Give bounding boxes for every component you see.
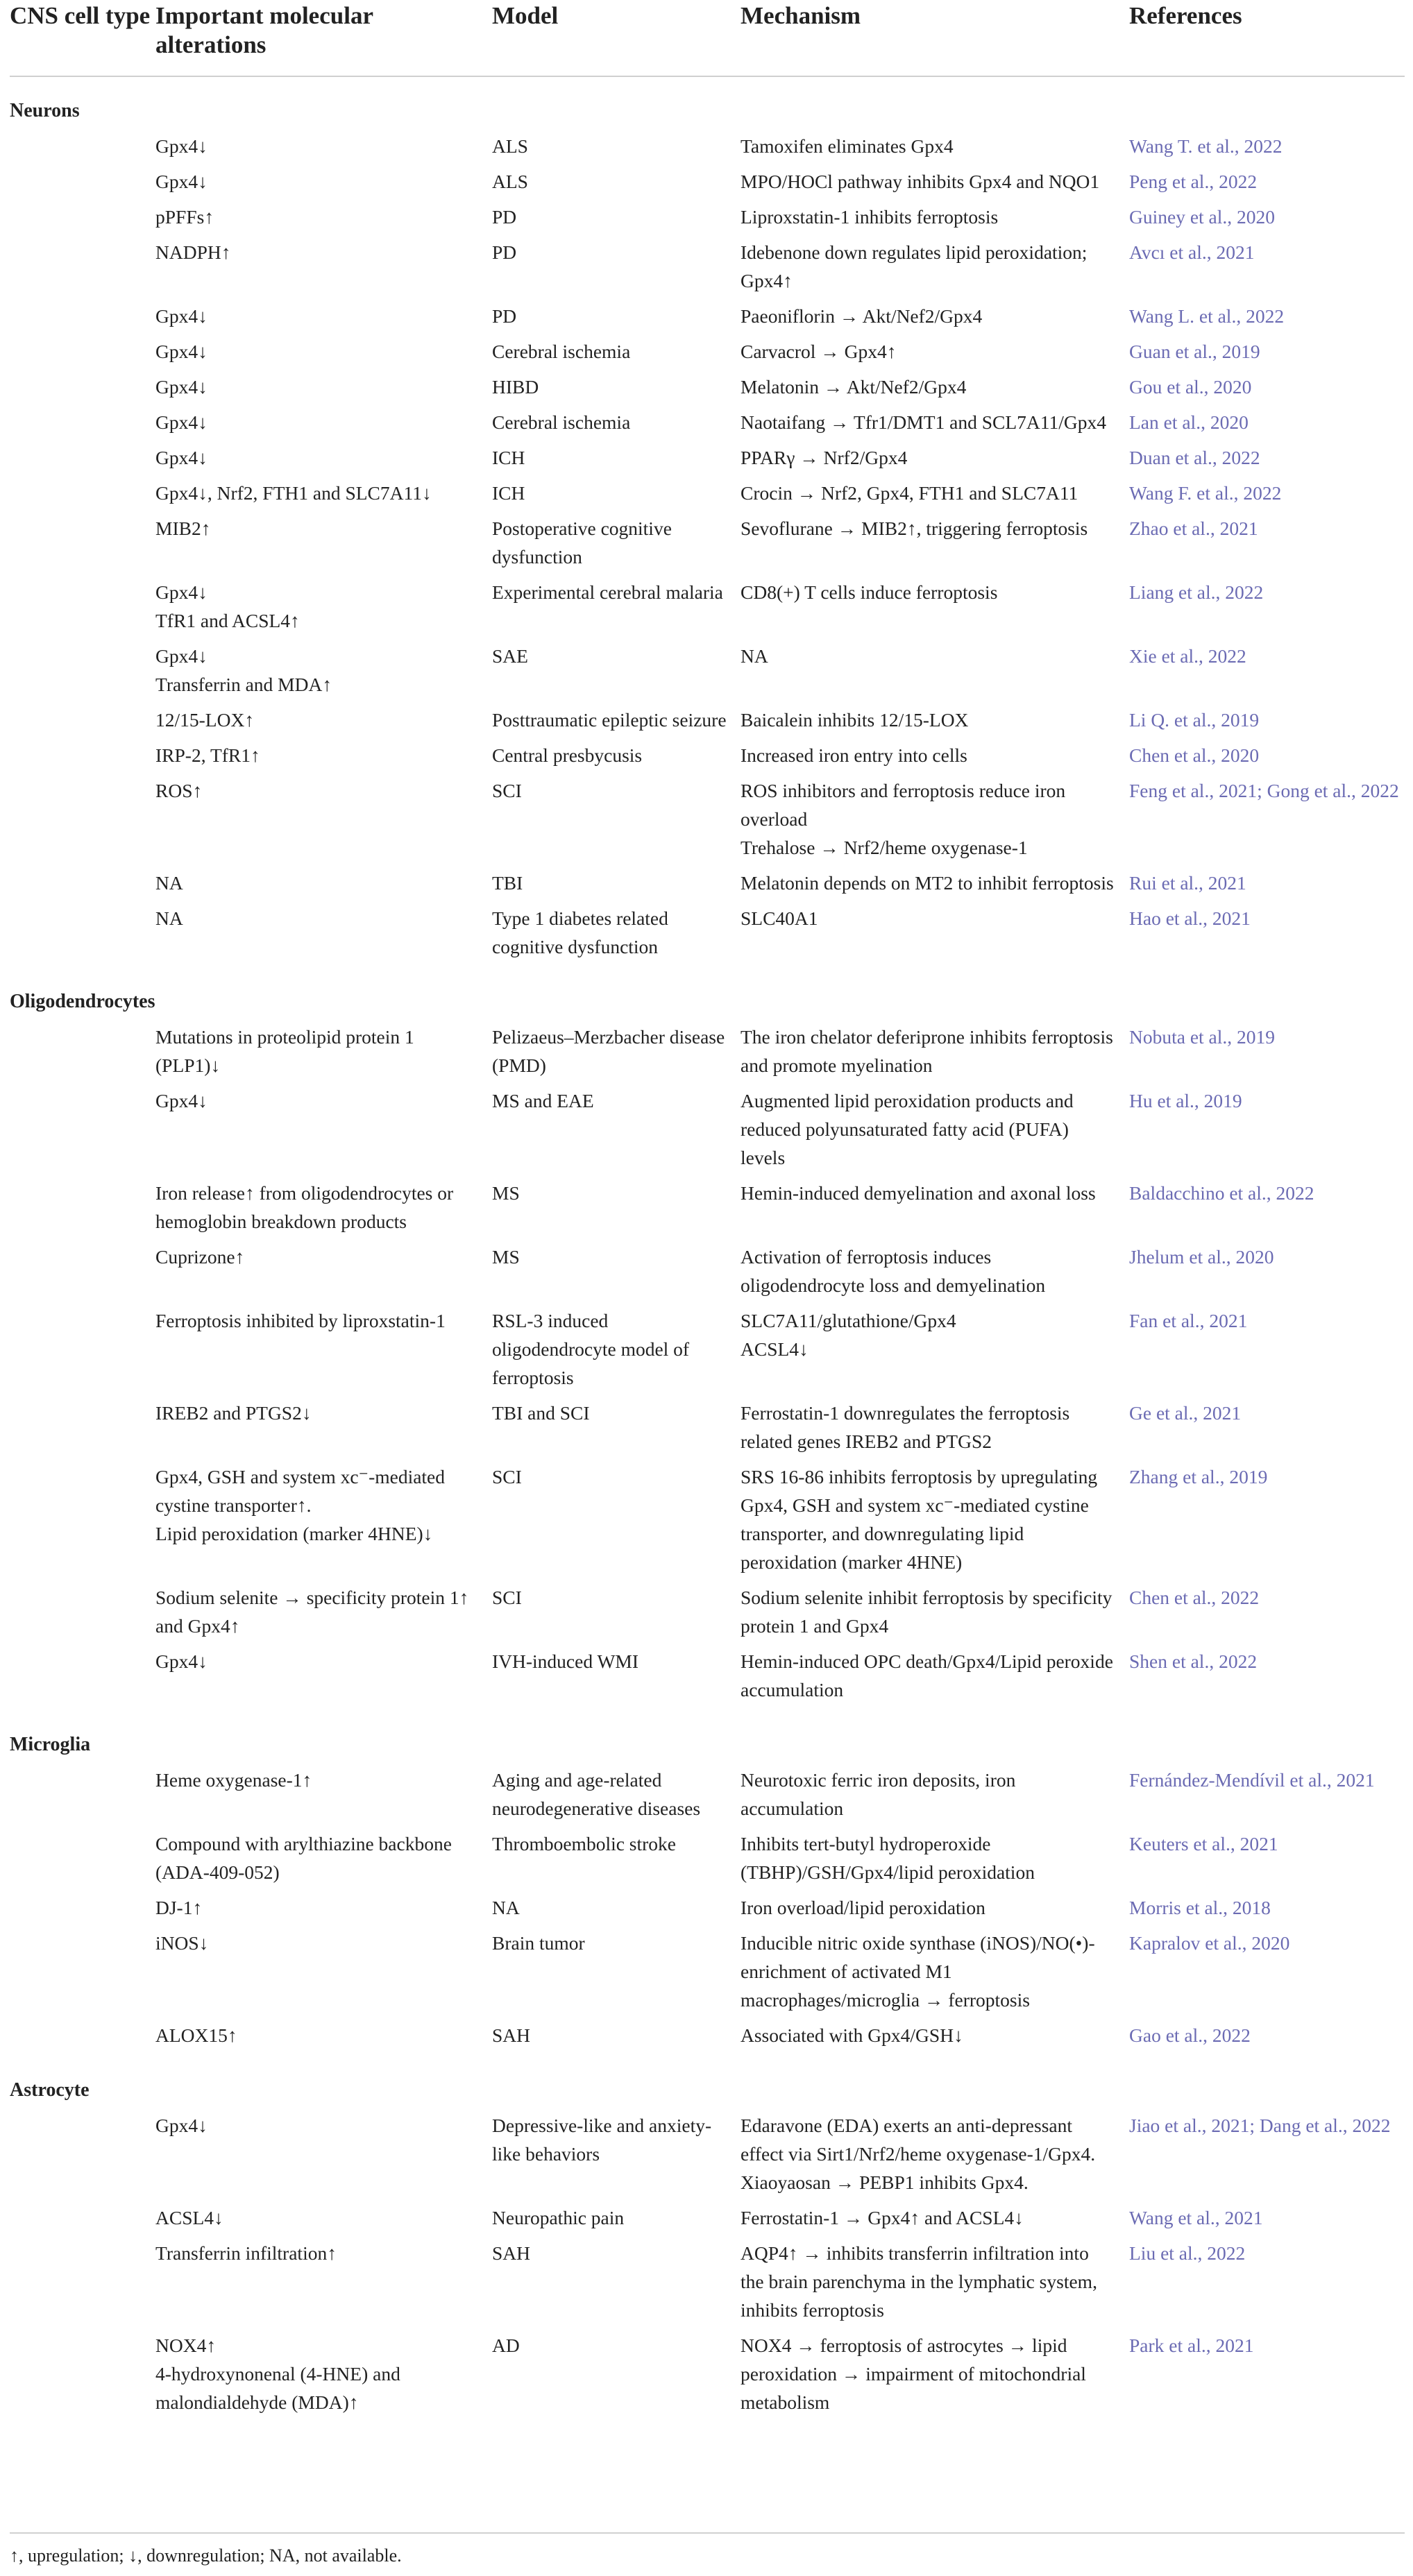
cell-alteration: Gpx4↓ bbox=[155, 135, 208, 157]
cell-mechanism: The iron chelator deferiprone inhibits ferroptosis and promote myelination bbox=[741, 1026, 1113, 1076]
cell-model: SAH bbox=[492, 2024, 531, 2046]
cell-alteration: Gpx4↓ bbox=[155, 411, 208, 433]
table-row bbox=[10, 578, 1405, 642]
table-header bbox=[10, 0, 1405, 76]
cell-mechanism: MPO/HOCl pathway inhibits Gpx4 and NQO1 bbox=[741, 171, 1100, 192]
header-mechanism: Mechanism bbox=[741, 2, 861, 29]
cell-type-blank bbox=[10, 2203, 155, 2239]
cell-reference[interactable]: Chen et al., 2022 bbox=[1129, 1587, 1260, 1608]
cell-model: Thromboembolic stroke bbox=[492, 1833, 677, 1854]
cell-model: PD bbox=[492, 305, 517, 327]
cell-reference[interactable]: Guan et al., 2019 bbox=[1129, 341, 1260, 362]
cell-reference[interactable]: Rui et al., 2021 bbox=[1129, 872, 1246, 894]
cell-type-blank bbox=[10, 167, 155, 203]
cell-reference[interactable]: Wang T. et al., 2022 bbox=[1129, 135, 1283, 157]
cell-type-blank bbox=[10, 1647, 155, 1711]
cell-type-blank bbox=[10, 2331, 155, 2423]
cell-alteration: Cuprizone↑ bbox=[155, 1246, 245, 1268]
cell-alteration: Gpx4↓ bbox=[155, 341, 208, 362]
cell-reference[interactable]: Chen et al., 2020 bbox=[1129, 744, 1260, 766]
cell-reference[interactable]: Wang et al., 2021 bbox=[1129, 2207, 1263, 2228]
cell-alteration: ROS↑ bbox=[155, 780, 203, 801]
table-row bbox=[10, 2331, 1405, 2423]
cell-type-blank bbox=[10, 302, 155, 337]
cell-reference[interactable]: Gou et al., 2020 bbox=[1129, 376, 1252, 398]
cell-model: TBI and SCI bbox=[492, 1402, 590, 1424]
cell-mechanism: Hemin-induced demyelination and axonal loss bbox=[741, 1182, 1096, 1204]
cell-model: Neuropathic pain bbox=[492, 2207, 625, 2228]
table-row bbox=[10, 1306, 1405, 1399]
cell-alteration: Iron release↑ from oligodendrocytes or hemoglobin breakdown products bbox=[155, 1182, 454, 1232]
section-spacer bbox=[10, 76, 1405, 85]
cell-type-blank bbox=[10, 741, 155, 776]
cell-alteration: Gpx4↓ bbox=[155, 2115, 208, 2136]
cell-model: ICH bbox=[492, 482, 525, 504]
cell-mechanism: Ferrostatin-1 downregulates the ferroptosis related genes IREB2 and PTGS2 bbox=[741, 1402, 1070, 1452]
cell-reference[interactable]: Lan et al., 2020 bbox=[1129, 411, 1249, 433]
cell-model: SAH bbox=[492, 2242, 531, 2264]
cell-mechanism: Crocin → Nrf2, Gpx4, FTH1 and SLC7A11 bbox=[741, 482, 1078, 504]
cell-type-blank bbox=[10, 238, 155, 302]
cell-type-blank bbox=[10, 2239, 155, 2331]
cell-type-blank bbox=[10, 1243, 155, 1306]
cell-type-blank bbox=[10, 337, 155, 373]
cell-type-blank bbox=[10, 443, 155, 479]
cell-alteration: Gpx4↓ TfR1 and ACSL4↑ bbox=[155, 581, 300, 631]
table-row bbox=[10, 373, 1405, 408]
cell-model: Experimental cerebral malaria bbox=[492, 581, 723, 603]
cell-type-blank bbox=[10, 1766, 155, 1829]
table-row bbox=[10, 479, 1405, 514]
cell-reference[interactable]: Wang F. et al., 2022 bbox=[1129, 482, 1282, 504]
cell-type-blank bbox=[10, 904, 155, 968]
cell-type-blank bbox=[10, 408, 155, 443]
cell-type-blank bbox=[10, 869, 155, 904]
cell-reference[interactable]: Nobuta et al., 2019 bbox=[1129, 1026, 1276, 1048]
cell-alteration: IREB2 and PTGS2↓ bbox=[155, 1402, 312, 1424]
section-spacer bbox=[10, 2056, 1405, 2065]
cell-alteration: Compound with arylthiazine backbone (ADA-409-052) bbox=[155, 1833, 452, 1883]
cell-reference[interactable]: Jhelum et al., 2020 bbox=[1129, 1246, 1274, 1268]
cell-alteration: Gpx4↓ bbox=[155, 1090, 208, 1111]
cell-alteration: Gpx4↓ bbox=[155, 447, 208, 468]
cell-alteration: Gpx4↓ bbox=[155, 171, 208, 192]
cell-mechanism: Carvacrol → Gpx4↑ bbox=[741, 341, 897, 362]
cell-model: RSL-3 induced oligodendrocyte model of ferroptosis bbox=[492, 1310, 690, 1388]
cell-alteration: DJ-1↑ bbox=[155, 1897, 203, 1918]
table-row bbox=[10, 1829, 1405, 1893]
cell-mechanism: SRS 16-86 inhibits ferroptosis by upregulating Gpx4, GSH and system xc⁻-mediated cystine transporter, and downregulating lipid peroxidation (marker 4HNE) bbox=[741, 1466, 1098, 1573]
cell-reference[interactable]: Ge et al., 2021 bbox=[1129, 1402, 1242, 1424]
table-row bbox=[10, 904, 1405, 968]
cell-type-blank bbox=[10, 642, 155, 706]
cell-type-blank bbox=[10, 1086, 155, 1179]
cell-alteration: NA bbox=[155, 907, 183, 929]
table-row bbox=[10, 337, 1405, 373]
cell-reference[interactable]: Fan et al., 2021 bbox=[1129, 1310, 1248, 1331]
cell-mechanism: ROS inhibitors and ferroptosis reduce iron overload Trehalose → Nrf2/heme oxygenase-1 bbox=[741, 780, 1066, 858]
cell-mechanism: Tamoxifen eliminates Gpx4 bbox=[741, 135, 954, 157]
table-row bbox=[10, 2239, 1405, 2331]
cell-type-blank bbox=[10, 2111, 155, 2203]
table-row bbox=[10, 443, 1405, 479]
cell-mechanism: Edaravone (EDA) exerts an anti-depressant effect via Sirt1/Nrf2/heme oxygenase-1/Gpx4. Xiaoyaosan → PEBP1 inhibits Gpx4. bbox=[741, 2115, 1096, 2193]
cell-alteration: Gpx4↓ bbox=[155, 305, 208, 327]
table-row bbox=[10, 1462, 1405, 1583]
cell-reference[interactable]: Fernández-Mendívil et al., 2021 bbox=[1129, 1769, 1375, 1791]
table-row bbox=[10, 2203, 1405, 2239]
cell-mechanism: Ferrostatin-1 → Gpx4↑ and ACSL4↓ bbox=[741, 2207, 1024, 2228]
header-cell-type: CNS cell type bbox=[10, 2, 151, 29]
cell-model: SCI bbox=[492, 1587, 522, 1608]
table-row bbox=[10, 642, 1405, 706]
cell-mechanism: Liproxstatin-1 inhibits ferroptosis bbox=[741, 206, 999, 228]
cell-model: Aging and age-related neurodegenerative diseases bbox=[492, 1769, 701, 1819]
cell-model: Central presbycusis bbox=[492, 744, 643, 766]
cell-alteration: Heme oxygenase-1↑ bbox=[155, 1769, 312, 1791]
cell-mechanism: Melatonin → Akt/Nef2/Gpx4 bbox=[741, 376, 967, 398]
table-body bbox=[10, 76, 1405, 2423]
cell-alteration: 12/15-LOX↑ bbox=[155, 709, 255, 731]
cell-model: MS bbox=[492, 1182, 520, 1204]
cell-alteration: Gpx4↓ Transferrin and MDA↑ bbox=[155, 645, 332, 695]
section-title: Astrocyte bbox=[10, 2079, 90, 2101]
cell-alteration: Transferrin infiltration↑ bbox=[155, 2242, 337, 2264]
section-title: Microglia bbox=[10, 1734, 91, 1755]
cell-alteration: NOX4↑ 4-hydroxynonenal (4-HNE) and malondialdehyde (MDA)↑ bbox=[155, 2335, 400, 2413]
cell-model: AD bbox=[492, 2335, 520, 2356]
table-row bbox=[10, 132, 1405, 167]
cell-type-blank bbox=[10, 203, 155, 238]
cell-model: Type 1 diabetes related cognitive dysfunction bbox=[492, 907, 668, 957]
cell-type-blank bbox=[10, 1399, 155, 1462]
cell-mechanism: AQP4↑ → inhibits transferrin infiltration into the brain parenchyma in the lymphatic system, inhibits ferroptosis bbox=[741, 2242, 1097, 2321]
cell-model: Pelizaeus–Merzbacher disease (PMD) bbox=[492, 1026, 725, 1076]
table-row bbox=[10, 1179, 1405, 1243]
cell-mechanism: PPARγ → Nrf2/Gpx4 bbox=[741, 447, 908, 468]
cell-type-blank bbox=[10, 1023, 155, 1086]
section-spacer bbox=[10, 968, 1405, 976]
cell-alteration: Gpx4↓, Nrf2, FTH1 and SLC7A11↓ bbox=[155, 482, 432, 504]
cell-reference[interactable]: Duan et al., 2022 bbox=[1129, 447, 1260, 468]
table-row bbox=[10, 1647, 1405, 1711]
cell-type-blank bbox=[10, 1929, 155, 2021]
cell-mechanism: Augmented lipid peroxidation products and reduced polyunsaturated fatty acid (PUFA) levels bbox=[741, 1090, 1074, 1168]
cell-reference[interactable]: Liang et al., 2022 bbox=[1129, 581, 1264, 603]
cell-reference[interactable]: Wang L. et al., 2022 bbox=[1129, 305, 1285, 327]
cell-model: MS bbox=[492, 1246, 520, 1268]
cell-alteration: ACSL4↓ bbox=[155, 2207, 223, 2228]
table-row bbox=[10, 2111, 1405, 2203]
cell-model: HIBD bbox=[492, 376, 539, 398]
cell-mechanism: NA bbox=[741, 645, 768, 667]
cell-reference[interactable]: Zhang et al., 2019 bbox=[1129, 1466, 1268, 1487]
cell-mechanism: NOX4 → ferroptosis of astrocytes → lipid peroxidation → impairment of mitochondrial metabolism bbox=[741, 2335, 1086, 2413]
cell-model: IVH-induced WMI bbox=[492, 1650, 639, 1672]
cell-mechanism: Inducible nitric oxide synthase (iNOS)/NO(•)-enrichment of activated M1 macrophages/microglia → ferroptosis bbox=[741, 1932, 1095, 2011]
cell-reference[interactable]: Avcı et al., 2021 bbox=[1129, 241, 1255, 263]
cell-reference[interactable]: Gao et al., 2022 bbox=[1129, 2024, 1251, 2046]
cell-mechanism: Sodium selenite inhibit ferroptosis by specificity protein 1 and Gpx4 bbox=[741, 1587, 1112, 1637]
cell-reference[interactable]: Peng et al., 2022 bbox=[1129, 171, 1258, 192]
header-model: Model bbox=[492, 2, 559, 29]
table-row bbox=[10, 2021, 1405, 2056]
table-row bbox=[10, 869, 1405, 904]
cns-ferroptosis-table bbox=[10, 0, 1405, 2423]
cell-type-blank bbox=[10, 1829, 155, 1893]
cell-model: Cerebral ischemia bbox=[492, 411, 631, 433]
cell-reference[interactable]: Feng et al., 2021; Gong et al., 2022 bbox=[1129, 780, 1399, 801]
table-row bbox=[10, 1893, 1405, 1929]
section-spacer bbox=[10, 1711, 1405, 1719]
table-row bbox=[10, 238, 1405, 302]
cell-mechanism: Paeoniflorin → Akt/Nef2/Gpx4 bbox=[741, 305, 983, 327]
table-row bbox=[10, 1086, 1405, 1179]
table-row bbox=[10, 1399, 1405, 1462]
cell-model: PD bbox=[492, 241, 517, 263]
header-alterations: Important molecular alterations bbox=[155, 2, 373, 58]
cell-alteration: Mutations in proteolipid protein 1 (PLP1)↓ bbox=[155, 1026, 414, 1076]
cell-type-blank bbox=[10, 2021, 155, 2056]
cell-reference[interactable]: Hu et al., 2019 bbox=[1129, 1090, 1242, 1111]
cell-model: Cerebral ischemia bbox=[492, 341, 631, 362]
cell-type-blank bbox=[10, 1306, 155, 1399]
header-references: References bbox=[1129, 2, 1242, 29]
cell-alteration: Gpx4, GSH and system xc⁻-mediated cystine transporter↑. Lipid peroxidation (marker 4HNE)↓ bbox=[155, 1466, 446, 1544]
cell-type-blank bbox=[10, 578, 155, 642]
table-row bbox=[10, 167, 1405, 203]
cell-mechanism: Sevoflurane → MIB2↑, triggering ferroptosis bbox=[741, 518, 1088, 539]
cell-mechanism: Baicalein inhibits 12/15-LOX bbox=[741, 709, 969, 731]
section-row bbox=[10, 2065, 1405, 2111]
cell-alteration: NA bbox=[155, 872, 183, 894]
cell-alteration: pPFFs↑ bbox=[155, 206, 214, 228]
table-row bbox=[10, 203, 1405, 238]
cell-alteration: Ferroptosis inhibited by liproxstatin-1 bbox=[155, 1310, 446, 1331]
cell-model: Postoperative cognitive dysfunction bbox=[492, 518, 672, 568]
cell-model: Posttraumatic epileptic seizure bbox=[492, 709, 727, 731]
cell-type-blank bbox=[10, 1462, 155, 1583]
table-row bbox=[10, 1243, 1405, 1306]
table-row bbox=[10, 706, 1405, 741]
cell-model: ALS bbox=[492, 171, 528, 192]
cell-model: NA bbox=[492, 1897, 520, 1918]
cell-type-blank bbox=[10, 1893, 155, 1929]
section-title: Neurons bbox=[10, 100, 80, 121]
cell-type-blank bbox=[10, 514, 155, 578]
cell-mechanism: Hemin-induced OPC death/Gpx4/Lipid peroxide accumulation bbox=[741, 1650, 1113, 1700]
cell-alteration: Gpx4↓ bbox=[155, 376, 208, 398]
cell-alteration: Sodium selenite → specificity protein 1↑ and Gpx4↑ bbox=[155, 1587, 469, 1637]
cell-reference[interactable]: Kapralov et al., 2020 bbox=[1129, 1932, 1290, 1954]
cell-alteration: iNOS↓ bbox=[155, 1932, 209, 1954]
table-row bbox=[10, 1583, 1405, 1647]
table-row bbox=[10, 1023, 1405, 1086]
cell-alteration: IRP-2, TfR1↑ bbox=[155, 744, 260, 766]
cell-model: SAE bbox=[492, 645, 528, 667]
cell-model: PD bbox=[492, 206, 517, 228]
table-row bbox=[10, 1766, 1405, 1829]
cell-reference[interactable]: Xie et al., 2022 bbox=[1129, 645, 1246, 667]
cell-reference[interactable]: Baldacchino et al., 2022 bbox=[1129, 1182, 1314, 1204]
cell-reference[interactable]: Shen et al., 2022 bbox=[1129, 1650, 1258, 1672]
cell-type-blank bbox=[10, 479, 155, 514]
cell-mechanism: Neurotoxic ferric iron deposits, iron accumulation bbox=[741, 1769, 1016, 1819]
cell-alteration: ALOX15↑ bbox=[155, 2024, 237, 2046]
table-row bbox=[10, 302, 1405, 337]
cell-mechanism: Associated with Gpx4/GSH↓ bbox=[741, 2024, 963, 2046]
cell-reference[interactable]: Hao et al., 2021 bbox=[1129, 907, 1251, 929]
cell-mechanism: Activation of ferroptosis induces oligodendrocyte loss and demyelination bbox=[741, 1246, 1046, 1296]
cell-type-blank bbox=[10, 373, 155, 408]
cell-mechanism: SLC7A11/glutathione/Gpx4 ACSL4↓ bbox=[741, 1310, 956, 1360]
cell-model: MS and EAE bbox=[492, 1090, 594, 1111]
table-row bbox=[10, 776, 1405, 869]
section-row bbox=[10, 1719, 1405, 1766]
table-row bbox=[10, 514, 1405, 578]
cell-alteration: MIB2↑ bbox=[155, 518, 211, 539]
cell-alteration: NADPH↑ bbox=[155, 241, 231, 263]
cell-mechanism: Inhibits tert-butyl hydroperoxide (TBHP)/GSH/Gpx4/lipid peroxidation bbox=[741, 1833, 1035, 1883]
cell-model: Depressive-like and anxiety-like behaviors bbox=[492, 2115, 712, 2165]
cell-mechanism: CD8(+) T cells induce ferroptosis bbox=[741, 581, 998, 603]
cell-type-blank bbox=[10, 1583, 155, 1647]
cell-mechanism: SLC40A1 bbox=[741, 907, 818, 929]
section-row bbox=[10, 85, 1405, 132]
cell-alteration: Gpx4↓ bbox=[155, 1650, 208, 1672]
cell-type-blank bbox=[10, 132, 155, 167]
cell-model: ICH bbox=[492, 447, 525, 468]
cell-mechanism: Increased iron entry into cells bbox=[741, 744, 967, 766]
cell-type-blank bbox=[10, 1179, 155, 1243]
cell-reference[interactable]: Jiao et al., 2021; Dang et al., 2022 bbox=[1129, 2115, 1391, 2136]
cell-model: SCI bbox=[492, 1466, 522, 1487]
ferroptosis-table-container bbox=[10, 0, 1405, 2423]
section-title: Oligodendrocytes bbox=[10, 991, 155, 1012]
cell-type-blank bbox=[10, 776, 155, 869]
cell-reference[interactable]: Park et al., 2021 bbox=[1129, 2335, 1254, 2356]
cell-reference[interactable]: Liu et al., 2022 bbox=[1129, 2242, 1246, 2264]
cell-mechanism: Iron overload/lipid peroxidation bbox=[741, 1897, 985, 1918]
cell-model: TBI bbox=[492, 872, 523, 894]
table-row bbox=[10, 741, 1405, 776]
cell-model: SCI bbox=[492, 780, 522, 801]
cell-mechanism: Idebenone down regulates lipid peroxidation; Gpx4↑ bbox=[741, 241, 1088, 291]
cell-model: ALS bbox=[492, 135, 528, 157]
cell-reference[interactable]: Morris et al., 2018 bbox=[1129, 1897, 1271, 1918]
cell-type-blank bbox=[10, 706, 155, 741]
table-row bbox=[10, 1929, 1405, 2021]
cell-mechanism: Naotaifang → Tfr1/DMT1 and SCL7A11/Gpx4 bbox=[741, 411, 1107, 433]
cell-mechanism: Melatonin depends on MT2 to inhibit ferroptosis bbox=[741, 872, 1114, 894]
cell-reference[interactable]: Li Q. et al., 2019 bbox=[1129, 709, 1260, 731]
cell-model: Brain tumor bbox=[492, 1932, 585, 1954]
section-row bbox=[10, 976, 1405, 1023]
cell-reference[interactable]: Guiney et al., 2020 bbox=[1129, 206, 1276, 228]
cell-reference[interactable]: Keuters et al., 2021 bbox=[1129, 1833, 1278, 1854]
cell-reference[interactable]: Zhao et al., 2021 bbox=[1129, 518, 1258, 539]
table-footnote: ↑, upregulation; ↓, downregulation; NA, not available. bbox=[10, 2532, 1405, 2570]
table-row bbox=[10, 408, 1405, 443]
